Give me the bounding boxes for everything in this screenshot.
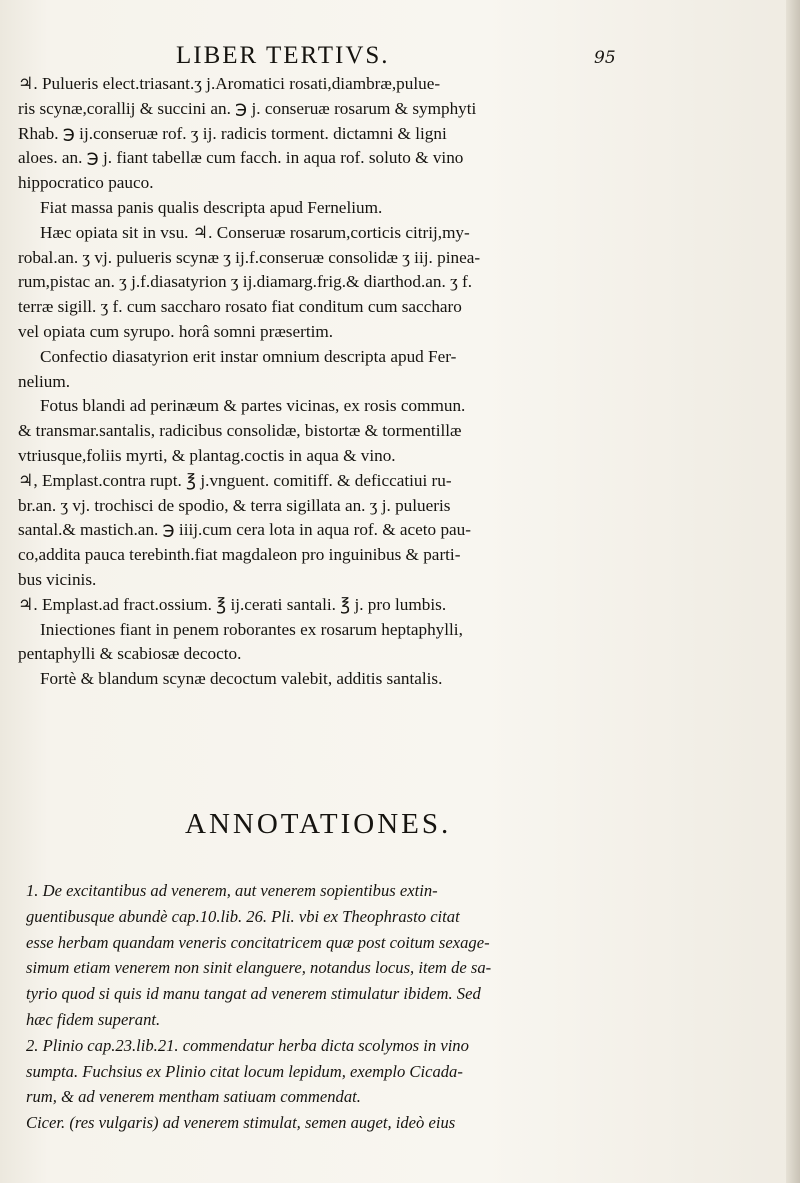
page-number: 95 bbox=[594, 48, 616, 68]
text-line: nelium. bbox=[18, 371, 71, 391]
note-line: tyrio quod si quis id manu tangat ad venerem stimulatur ibidem. Sed bbox=[26, 984, 481, 1004]
text-line: co,addita pauca terebinth.fiat magdaleon pro inguinibus & parti- bbox=[18, 545, 461, 565]
text-line: ♃. Emplast.ad fract.ossium. ℥ ij.cerati santali. ℥ j. pro lumbis. bbox=[18, 594, 447, 614]
text-line: Fotus blandi ad perinæum & partes vicinas, ex rosis commun. bbox=[40, 396, 466, 416]
text-line: santal.& mastich.an. ℈ iiij.cum cera lota in aqua rof. & aceto pau- bbox=[18, 520, 471, 540]
note-line: rum, & ad venerem mentham satiuam commendat. bbox=[26, 1087, 361, 1107]
running-title: LIBER TERTIVS. bbox=[176, 42, 390, 69]
text-line: Rhab. ℈ ij.conseruæ rof. ʒ ij. radicis torment. dictamni & ligni bbox=[18, 123, 447, 143]
text-line: Confectio diasatyrion erit instar omnium descripta apud Fer- bbox=[40, 346, 457, 366]
text-line: vel opiata cum syrupo. horâ somni præsertim. bbox=[18, 321, 334, 341]
text-line: Iniectiones fiant in penem roborantes ex rosarum heptaphylli, bbox=[40, 619, 463, 639]
note-line: guentibusque abundè cap.10.lib. 26. Pli. vbi ex Theophrasto citat bbox=[26, 906, 460, 926]
text-line: ♃, Emplast.contra rupt. ℥ j.vnguent. comitiff. & deficcatiui ru- bbox=[18, 470, 452, 490]
text-line: vtriusque,foliis myrti, & plantag.coctis in aqua & vino. bbox=[18, 445, 396, 465]
note-line: esse herbam quandam veneris concitatricem quæ post coitum sexage- bbox=[26, 932, 490, 952]
text-line: pentaphylli & scabiosæ decocto. bbox=[18, 644, 242, 664]
note-line: hæc fidem superant. bbox=[26, 1009, 161, 1029]
text-line: Fiat massa panis qualis descripta apud Fernelium. bbox=[40, 197, 383, 217]
text-line: ♃. Pulueris elect.triasant.ʒ j.Aromatici rosati,diambræ,pulue- bbox=[18, 74, 441, 93]
annotations-notes bbox=[26, 878, 646, 1136]
text-line: aloes. an. ℈ j. fiant tabellæ cum facch. in aqua rof. soluto & vino bbox=[18, 148, 464, 168]
text-line: Fortè & blandum scynæ decoctum valebit, additis santalis. bbox=[40, 669, 443, 689]
note-line: Cicer. (res vulgaris) ad venerem stimulat, semen auget, ideò eius bbox=[26, 1113, 456, 1133]
text-line: br.an. ʒ vj. trochisci de spodio, & terra sigillata an. ʒ j. pulueris bbox=[18, 495, 451, 515]
text-line: rum,pistac an. ʒ j.f.diasatyrion ʒ ij.diamarg.frig.& diarthod.an. ʒ f. bbox=[18, 272, 473, 292]
page-gutter-shadow bbox=[786, 0, 800, 1183]
note-line: simum etiam venerem non sinit elanguere, notandus locus, item de sa- bbox=[26, 958, 492, 978]
text-line: bus vicinis. bbox=[18, 569, 97, 589]
note-line: 1. De excitantibus ad venerem, aut venerem sopientibus extin- bbox=[26, 881, 438, 900]
text-line: Hæc opiata sit in vsu. ♃. Conseruæ rosarum,corticis citrij,my- bbox=[40, 222, 470, 242]
annotations-heading: ANNOTATIONES. bbox=[185, 808, 452, 840]
text-line: & transmar.santalis, radicibus consolidæ, bistortæ & tormentillæ bbox=[18, 421, 462, 441]
text-line: terræ sigill. ʒ f. cum saccharo rosato fiat conditum cum saccharo bbox=[18, 297, 462, 317]
text-line: hippocratico pauco. bbox=[18, 173, 154, 193]
note-line: sumpta. Fuchsius ex Plinio citat locum lepidum, exemplo Cicada- bbox=[26, 1061, 463, 1081]
note-line: 2. Plinio cap.23.lib.21. commendatur herba dicta scolymos in vino bbox=[26, 1035, 469, 1055]
body-text bbox=[18, 72, 628, 692]
text-line: ris scynæ,corallij & succini an. ℈ j. conseruæ rosarum & symphyti bbox=[18, 98, 477, 118]
text-line: robal.an. ʒ vj. pulueris scynæ ʒ ij.f.conseruæ consolidæ ʒ iij. pinea- bbox=[18, 247, 481, 267]
